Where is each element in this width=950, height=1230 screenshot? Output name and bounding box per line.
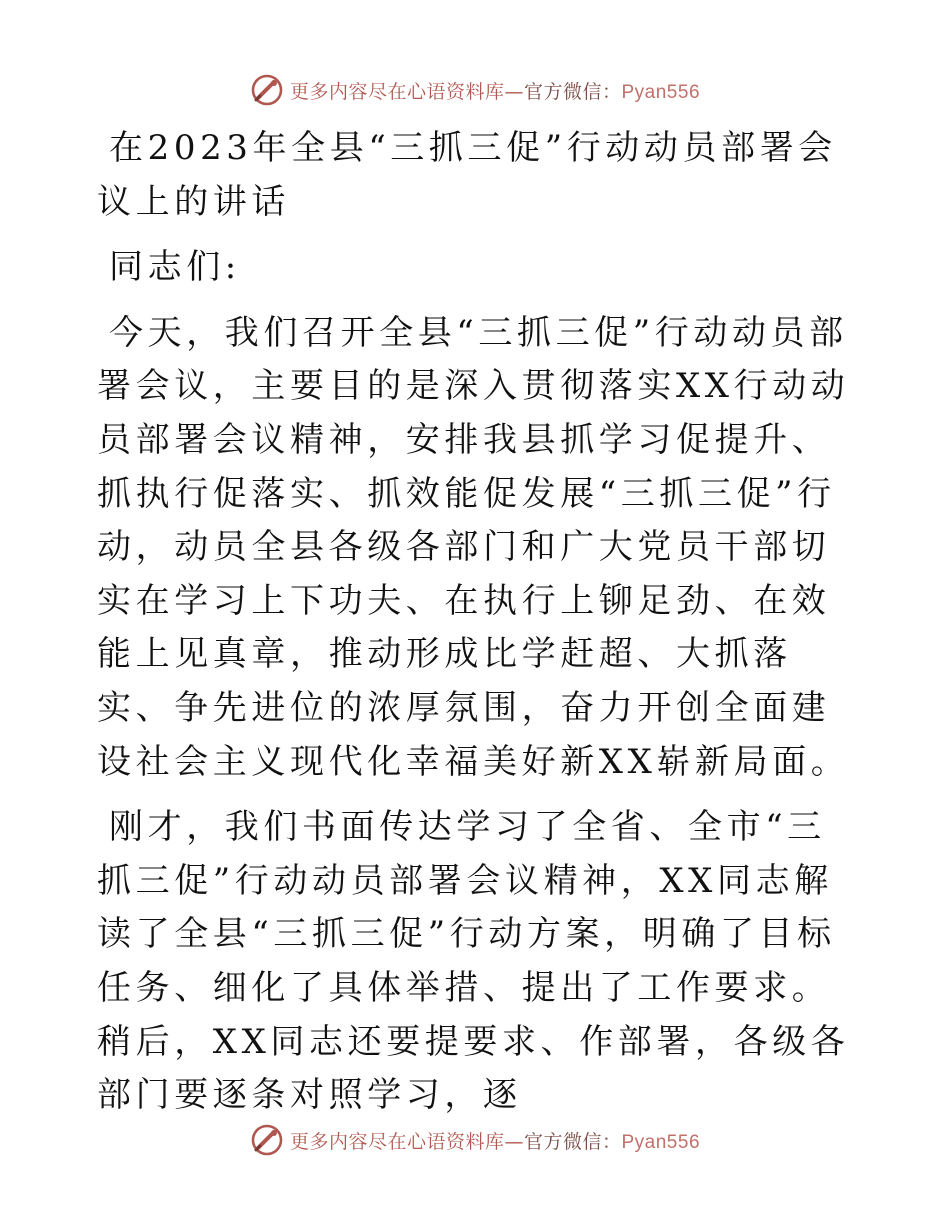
watermark-official-label: 官方微信： xyxy=(523,80,622,103)
greeting-line: 同志们: xyxy=(109,247,241,288)
document-body xyxy=(97,122,857,1123)
watermark-wechat-id: Pyan556 xyxy=(621,1131,701,1153)
watermark-separator: — xyxy=(504,1130,524,1153)
body-paragraph-2: 刚才，我们书面传达学习了全省、全市“三抓三促”行动动员部署会议精神，XX同志解读了全县“三抓三促”行动方案，明确了目标任务、细化了具体举措、提出了工作要求。稍后，XX同志还要提要求、作部署，各级各部门要逐条对照学习，逐 xyxy=(97,807,850,1116)
watermark-text xyxy=(290,77,700,104)
pen-logo-icon xyxy=(250,1123,284,1157)
pen-logo-icon xyxy=(250,73,284,107)
watermark-main-text: 更多内容尽在心语资料库 xyxy=(289,80,505,103)
watermark-banner-top xyxy=(0,70,950,110)
document-title: 在2023年全县“三抓三促”行动动员部署会议上的讲话 xyxy=(97,128,837,222)
watermark-banner-bottom xyxy=(0,1120,950,1160)
watermark-separator: — xyxy=(504,80,524,103)
watermark-official-label: 官方微信： xyxy=(523,1130,622,1153)
watermark-text xyxy=(290,1127,700,1154)
watermark-wechat-id: Pyan556 xyxy=(621,81,701,103)
watermark-main-text: 更多内容尽在心语资料库 xyxy=(289,1130,505,1153)
body-paragraph-1: 今天，我们召开全县“三抓三促”行动动员部署会议，主要目的是深入贯彻落实XX行动动员部署会议精神，安排我县抓学习促提升、抓执行促落实、抓效能促发展“三抓三促”行动，动员全县各级各部门和广大党员干部切实在学习上下功夫、在执行上铆足劲、在效能上见真章，推动形成比学赶超、大抓落实、争先进位的浓厚氛围，奋力开创全面建设社会主义现代化幸福美好新XX崭新局面。 xyxy=(97,312,850,782)
